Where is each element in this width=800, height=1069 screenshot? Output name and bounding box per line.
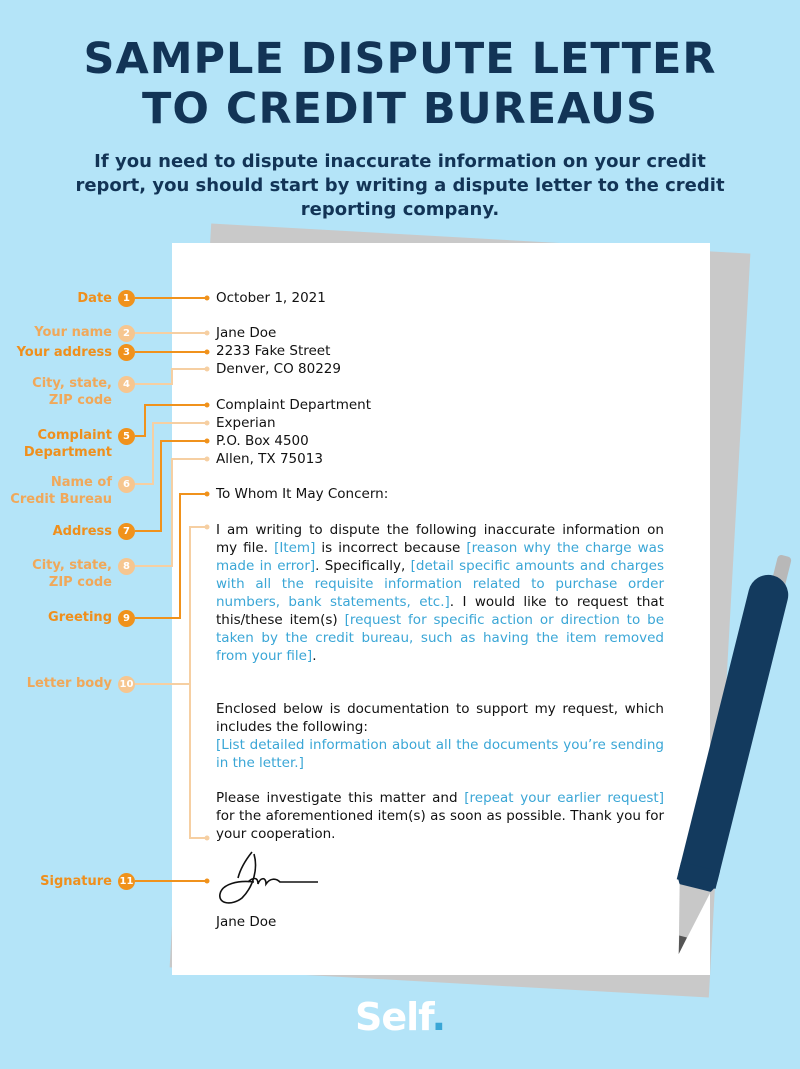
text: . I would like to request that this/these item(s) [216, 594, 664, 628]
text: . [312, 648, 317, 664]
placeholder-text: [reason why the charge was made in error] [216, 540, 664, 574]
label-city-state-zip-2: City, state, ZIP code [32, 558, 112, 590]
badge-4: 4 [118, 376, 135, 393]
letter-address: 2233 Fake Street [216, 343, 331, 359]
label-your-address: Your address [16, 345, 112, 360]
letter-name: Jane Doe [216, 325, 277, 341]
letter-bureau-address: P.O. Box 4500 [216, 433, 309, 449]
letter-bureau-city: Allen, TX 75013 [216, 451, 323, 467]
letter-date: October 1, 2021 [216, 290, 326, 306]
badge-10: 10 [118, 676, 135, 693]
label-credit-bureau-name: Name of Credit Bureau [10, 475, 112, 507]
text: is incorrect because [315, 540, 467, 556]
letter-city: Denver, CO 80229 [216, 361, 341, 377]
badge-9: 9 [118, 610, 135, 627]
logo-text: Self [354, 995, 432, 1039]
badge-5: 5 [118, 428, 135, 445]
signature-image [214, 848, 324, 910]
text: Enclosed below is documentation to support my request, which includes the following: [216, 701, 664, 735]
self-logo [0, 995, 800, 1039]
label-complaint-department: Complaint Department [23, 428, 112, 460]
text: I am writing to dispute the following inaccurate information on my file. [216, 522, 664, 556]
subtitle: If you need to dispute inaccurate information on your credit report, you should start by writing a dispute letter to the credit reporting company. [75, 151, 725, 220]
label-city-state-zip: City, state, ZIP code [32, 376, 112, 408]
pen-icon [640, 540, 800, 980]
title-line-1: SAMPLE DISPUTE LETTER [83, 34, 717, 84]
label-greeting: Greeting [48, 610, 112, 625]
label-letter-body: Letter body [26, 676, 112, 691]
badge-8: 8 [118, 558, 135, 575]
badge-1: 1 [118, 290, 135, 307]
title-line-2: TO CREDIT BUREAUS [142, 84, 658, 134]
letter-greeting: To Whom It May Concern: [216, 486, 389, 502]
placeholder-text: [List detailed information about all the documents you’re sending in the letter.] [216, 737, 664, 771]
badge-2: 2 [118, 325, 135, 342]
letter-paragraph-3 [216, 789, 664, 843]
label-date: Date [77, 291, 112, 306]
letter-signed-name: Jane Doe [216, 914, 277, 930]
logo-dot: . [431, 995, 446, 1039]
label-your-name: Your name [34, 325, 112, 340]
badge-7: 7 [118, 523, 135, 540]
badge-11: 11 [118, 873, 135, 890]
placeholder-text: [Item] [274, 540, 316, 556]
letter-dept: Complaint Department [216, 397, 372, 413]
label-signature: Signature [40, 874, 112, 889]
letter-paragraph-1 [216, 521, 664, 665]
letter-bureau: Experian [216, 415, 276, 431]
placeholder-text: [repeat your earlier request] [464, 790, 664, 806]
placeholder-text: [detail specific amounts and charges with all the requisite information related to purchase order numbers, bank statements, etc.] [216, 558, 664, 610]
text: for the aforementioned item(s) as soon as possible. Thank you for your cooperation. [216, 808, 664, 842]
letter-paragraph-2 [216, 700, 664, 772]
text: Please investigate this matter and [216, 790, 465, 806]
placeholder-text: [request for specific action or direction to be taken by the credit bureau, such as having the item removed from your file] [216, 612, 664, 664]
badge-6: 6 [118, 476, 135, 493]
label-address: Address [52, 524, 112, 539]
text: . Specifically, [315, 558, 411, 574]
badge-3: 3 [118, 344, 135, 361]
